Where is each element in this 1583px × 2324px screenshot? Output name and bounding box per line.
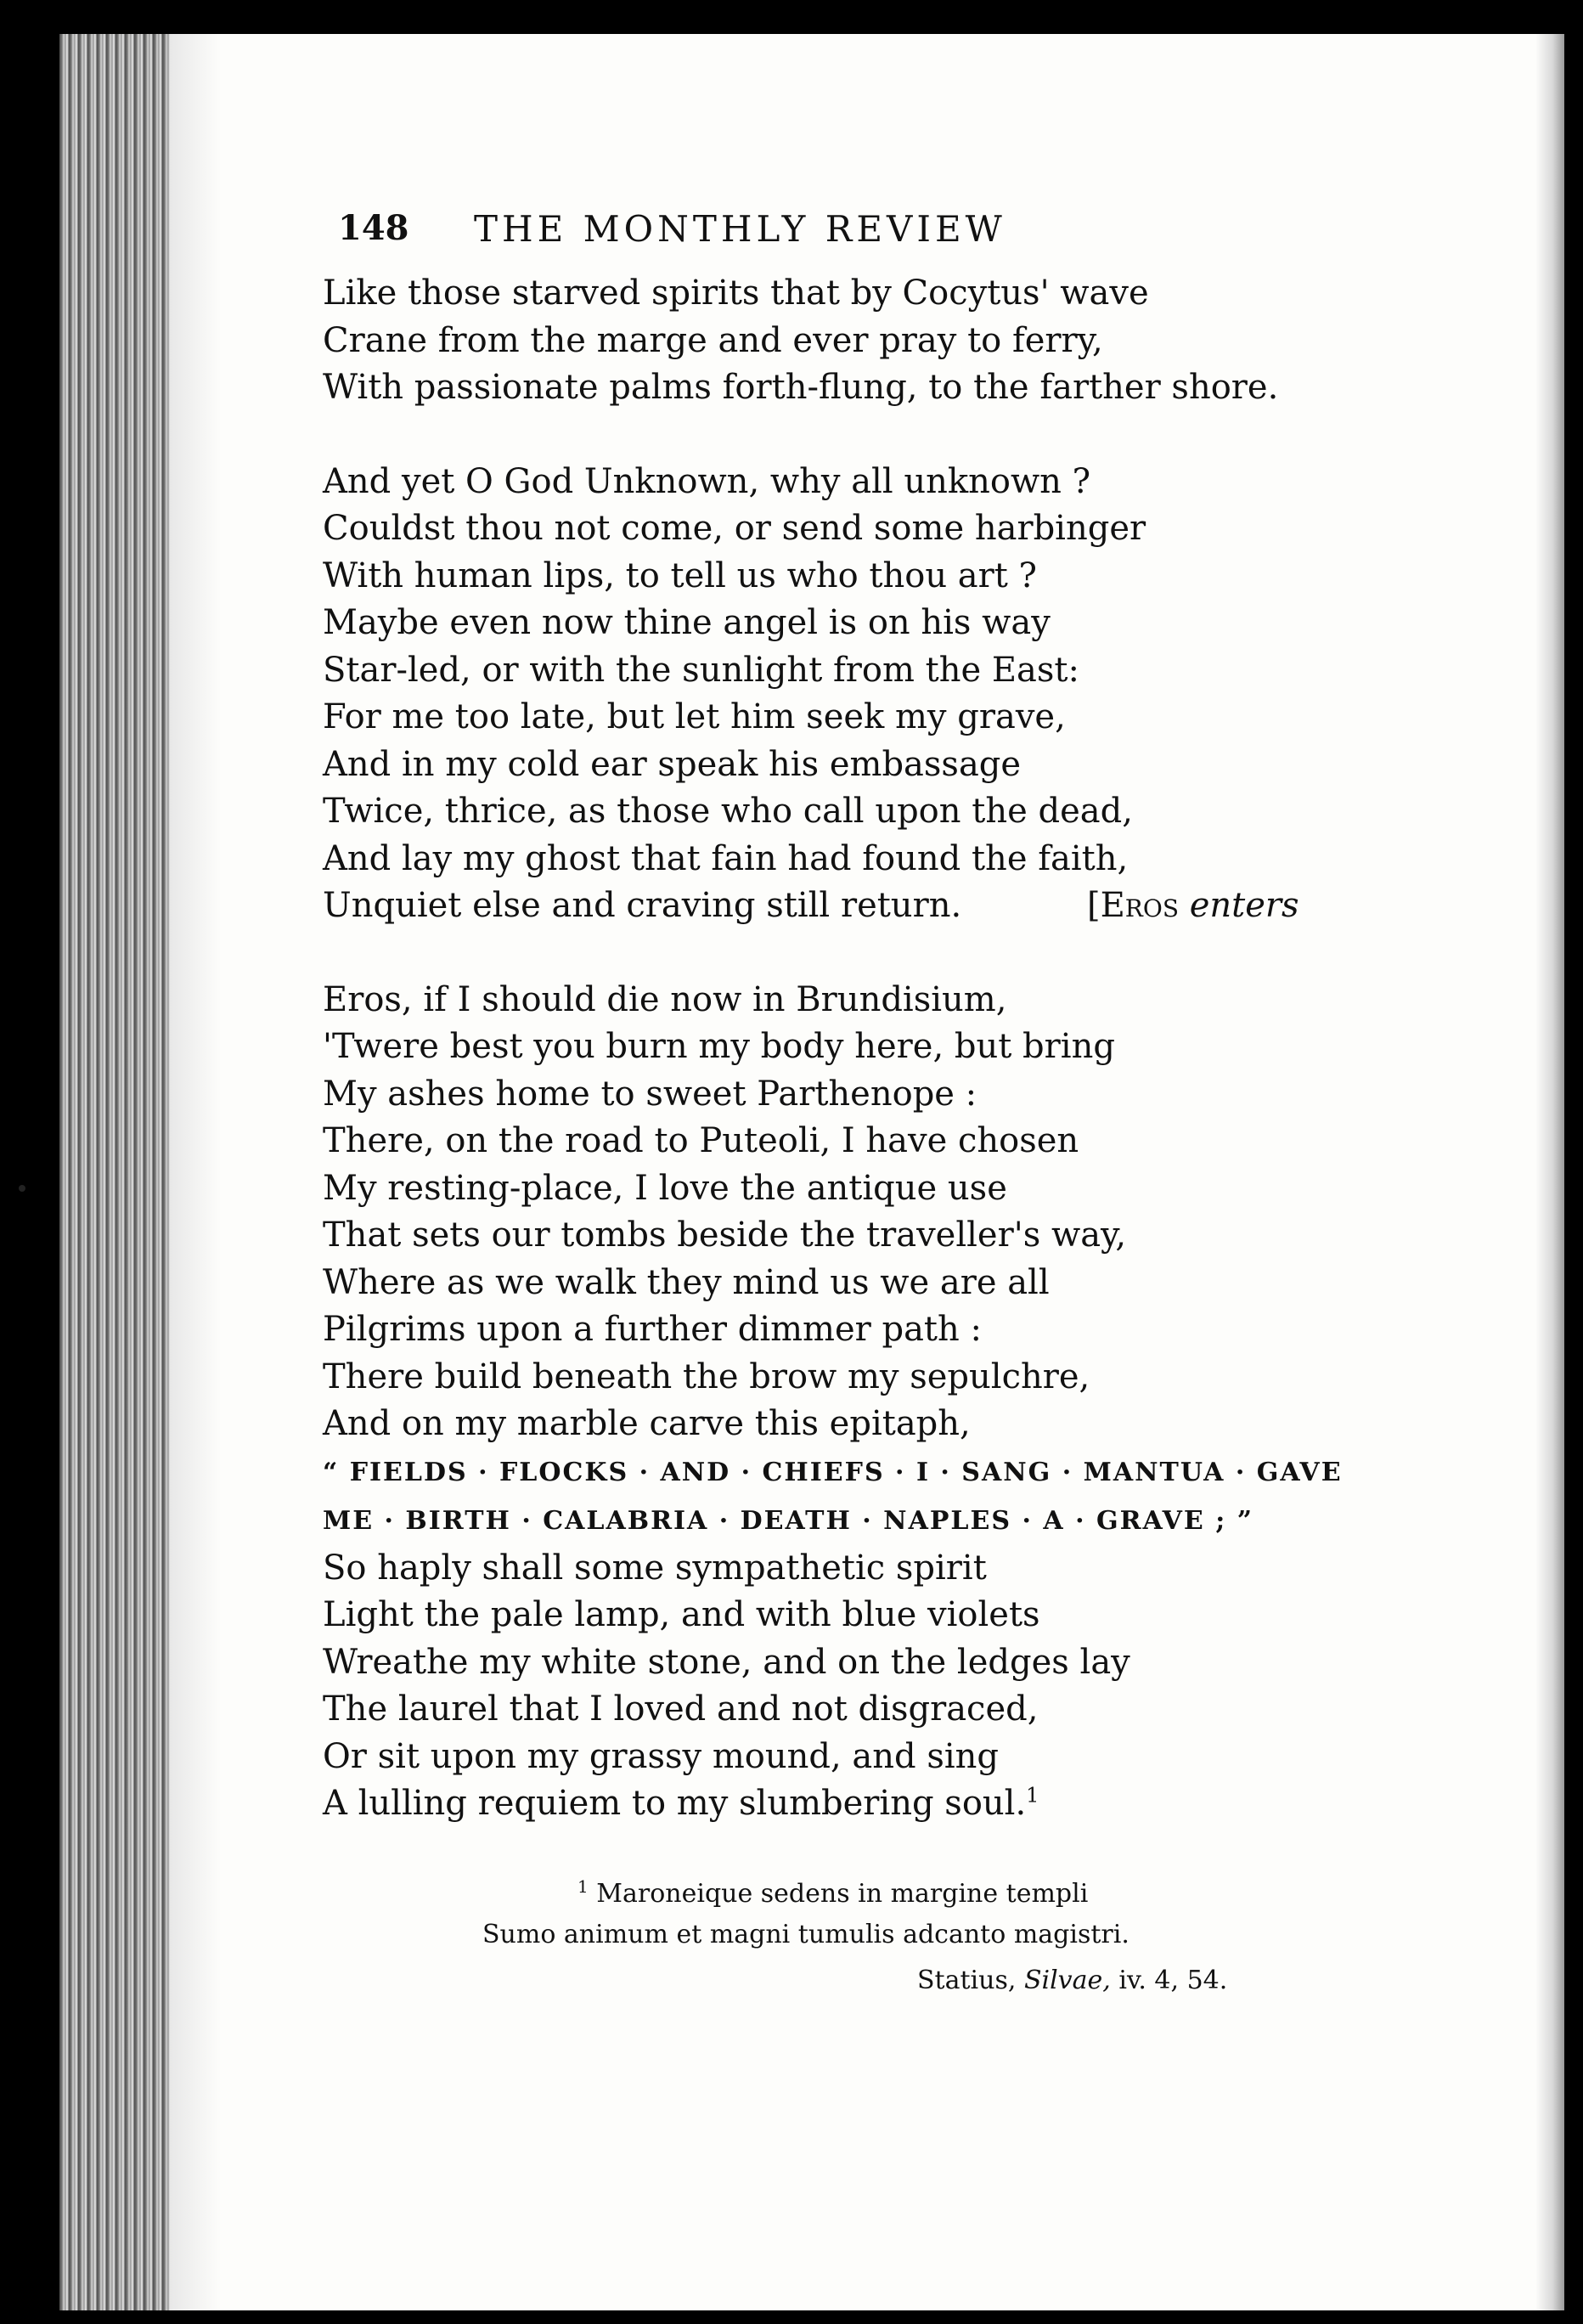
stanza-3	[323, 977, 1444, 1828]
citation-location: iv. 4, 54.	[1110, 1966, 1228, 1995]
stanza-1	[323, 270, 1444, 412]
stage-direction	[1087, 883, 1299, 930]
verse-line: Pilgrims upon a further dimmer path :	[323, 1310, 982, 1349]
stanza-gap	[323, 412, 1444, 459]
verse-line: Like those starved spirits that by Cocytus' wave	[323, 274, 1149, 313]
stage-bracket: [	[1087, 886, 1101, 925]
citation-author: Statius,	[917, 1966, 1024, 1995]
verse-line: And lay my ghost that fain had found the faith,	[323, 838, 1129, 878]
stanza-2	[323, 459, 1444, 930]
gutter-fade	[170, 34, 221, 2310]
verse-line: The laurel that I loved and not disgraced,	[323, 1689, 1039, 1729]
citation-work: Silvae,	[1023, 1966, 1111, 1995]
epitaph-line: ME · BIRTH · CALABRIA · DEATH · NAPLES · A · GRAVE ; ”	[323, 1505, 1254, 1536]
stage-character-name: Eros	[1100, 886, 1180, 925]
running-head: THE MONTHLY REVIEW	[474, 208, 1006, 250]
verse-line: Star-led, or with the sunlight from the East:	[323, 650, 1079, 690]
verse-line: And in my cold ear speak his embassage	[323, 744, 1022, 784]
verse-line: 'Twere best you burn my body here, but bring	[323, 1027, 1115, 1066]
page-right-edge	[1535, 34, 1564, 2310]
verse-line: Twice, thrice, as those who call upon the dead,	[323, 792, 1133, 831]
verse-line: Or sit upon my grassy mound, and sing	[323, 1736, 1000, 1776]
verse-line: Eros, if I should die now in Brundisium,	[323, 979, 1007, 1019]
verse-line: Wreathe my white stone, and on the ledges lay	[323, 1642, 1130, 1682]
footnote-number: 1	[577, 1876, 589, 1897]
footnote-text: Maroneique sedens in margine templi	[596, 1879, 1089, 1909]
verse-line: A lulling requiem to my slumbering soul.	[323, 1784, 1027, 1823]
footnote-reference[interactable]: 1	[1026, 1783, 1039, 1808]
verse-line: For me too late, but let him seek my grave,	[323, 697, 1066, 736]
stanza-gap	[323, 930, 1444, 977]
verse-line: My resting-place, I love the antique use	[323, 1168, 1007, 1208]
verse-line: There build beneath the brow my sepulchre,	[323, 1357, 1090, 1396]
verse-line: Light the pale lamp, and with blue violets	[323, 1595, 1040, 1634]
verse-line: My ashes home to sweet Parthenope :	[323, 1074, 977, 1114]
verse-line: With passionate palms forth-flung, to the farther shore.	[323, 368, 1279, 407]
epitaph-line: “ FIELDS · FLOCKS · AND · CHIEFS · I · SANG · MANTUA · GAVE	[323, 1457, 1343, 1487]
footnote-line	[476, 1874, 1325, 1915]
verse-line-last	[323, 1780, 1444, 1828]
poem-text	[323, 270, 1444, 1828]
verse-line: And yet O God Unknown, why all unknown ?	[323, 461, 1091, 501]
page-gutter-shadow	[59, 34, 178, 2310]
verse-line: Crane from the marge and ever pray to ferry,	[323, 320, 1103, 360]
verse-line-with-stage-direction	[323, 883, 1444, 930]
verse-line: Where as we walk they mind us we are all	[323, 1262, 1050, 1302]
stage-action: enters	[1189, 886, 1299, 925]
page-number: 148	[338, 208, 409, 248]
scan-speck	[19, 1185, 25, 1192]
verse-line: That sets our tombs beside the traveller's way,	[323, 1216, 1127, 1255]
footnote-line: Sumo animum et magni tumulis adcanto magistri.	[482, 1920, 1130, 1949]
verse-line: Maybe even now thine angel is on his way	[323, 603, 1051, 642]
verse-line: With human lips, to tell us who thou art ?	[323, 556, 1037, 595]
page-header	[338, 174, 1187, 259]
verse-line: Couldst thou not come, or send some harbinger	[323, 509, 1146, 548]
verse-line: So haply shall some sympathetic spirit	[323, 1548, 987, 1588]
verse-line: And on my marble carve this epitaph,	[323, 1404, 971, 1443]
footnote-citation	[476, 1960, 1325, 2001]
verse-line: There, on the road to Puteoli, I have chosen	[323, 1121, 1079, 1160]
footnote-block	[476, 1874, 1325, 2001]
verse-line: Unquiet else and craving still return.	[323, 886, 962, 925]
